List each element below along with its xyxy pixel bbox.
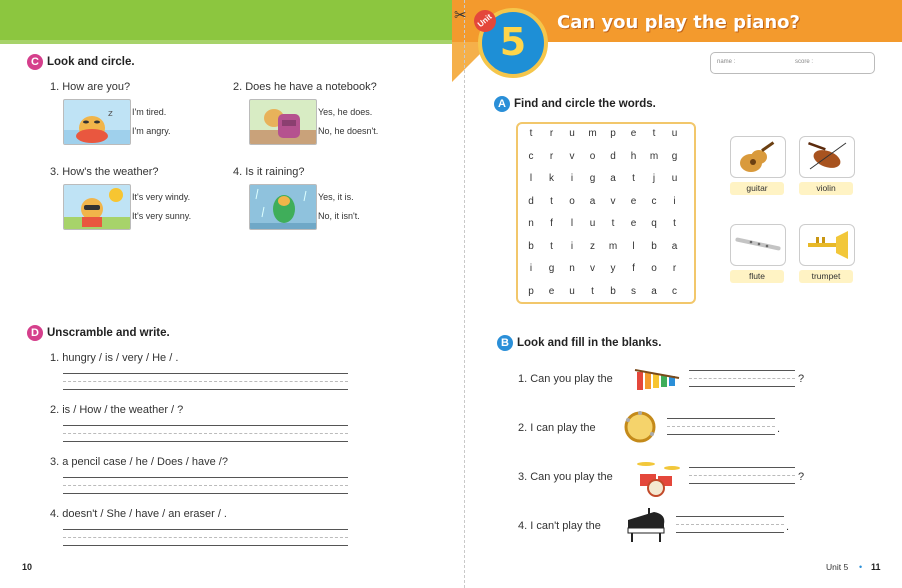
- question-1: 1. How are you?: [50, 81, 131, 93]
- section-b-heading: [497, 335, 661, 351]
- fill-item-3: 3. Can you play the: [518, 471, 613, 483]
- answer-line[interactable]: [63, 425, 348, 426]
- option-1b[interactable]: I'm angry.: [132, 126, 171, 136]
- grid-letter[interactable]: u: [671, 128, 678, 139]
- fill-item-3-end: ?: [798, 471, 805, 483]
- grid-letter[interactable]: n: [569, 263, 575, 274]
- word-search-grid[interactable]: [516, 122, 696, 304]
- option-2b[interactable]: No, he doesn't.: [318, 126, 379, 136]
- answer-line[interactable]: [63, 545, 348, 546]
- section-a-heading: [494, 96, 656, 112]
- unscramble-item-3: 3. a pencil case / he / Does / have /?: [50, 456, 228, 468]
- grid-letter[interactable]: e: [630, 218, 637, 229]
- fill-item-4: 4. I can't play the: [518, 520, 601, 532]
- grid-letter[interactable]: y: [610, 263, 616, 274]
- flute-label: flute: [730, 270, 784, 283]
- grid-letter[interactable]: l: [632, 240, 635, 252]
- grid-letter[interactable]: g: [671, 150, 678, 162]
- guide-line: [689, 378, 795, 379]
- page-spine: [464, 0, 466, 588]
- grid-letter[interactable]: t: [591, 285, 594, 297]
- section-c-heading: [27, 54, 135, 70]
- grid-letter[interactable]: h: [630, 150, 637, 162]
- grid-letter[interactable]: p: [528, 285, 534, 297]
- answer-line[interactable]: [63, 493, 348, 494]
- section-c-letter: C: [27, 54, 43, 70]
- fill-item-1-end: ?: [798, 373, 805, 385]
- grid-letter[interactable]: r: [549, 128, 554, 139]
- section-b-title: Look and fill in the blanks.: [517, 337, 662, 349]
- score-label: score :: [795, 59, 814, 65]
- fill-item-2: 2. I can play the: [518, 422, 596, 434]
- scissors-icon: ✂: [454, 7, 467, 24]
- violin-label: violin: [799, 182, 853, 195]
- grid-letter[interactable]: l: [529, 173, 533, 184]
- guide-line: [676, 524, 784, 525]
- answer-line[interactable]: [63, 529, 348, 530]
- blank-line[interactable]: [689, 370, 795, 371]
- guide-line: [689, 475, 795, 476]
- piano-icon: [624, 506, 668, 544]
- grid-letter[interactable]: o: [651, 263, 657, 274]
- grid-letter[interactable]: f: [632, 263, 635, 274]
- unscramble-item-2: 2. is / How / the weather / ?: [50, 404, 184, 416]
- option-2a[interactable]: Yes, he does.: [318, 107, 373, 117]
- guitar-label: guitar: [730, 182, 784, 195]
- blank-line[interactable]: [689, 483, 795, 484]
- tired-dog-image: [63, 99, 131, 145]
- drums-icon: [632, 458, 682, 498]
- option-3b[interactable]: It's very sunny.: [132, 211, 192, 221]
- unit-badge: [475, 8, 548, 78]
- grid-letter[interactable]: u: [671, 173, 678, 184]
- grid-letter[interactable]: m: [588, 128, 597, 139]
- option-1a[interactable]: I'm tired.: [132, 107, 167, 117]
- rain-image: [249, 184, 317, 230]
- answer-line[interactable]: [63, 389, 348, 390]
- grid-letter[interactable]: p: [610, 128, 616, 139]
- section-d-title: Unscramble and write.: [47, 327, 170, 339]
- question-4: 4. Is it raining?: [233, 166, 305, 178]
- grid-letter[interactable]: u: [589, 218, 596, 229]
- grid-letter[interactable]: e: [548, 285, 555, 297]
- option-4b[interactable]: No, it isn't.: [318, 211, 360, 221]
- grid-letter[interactable]: c: [528, 150, 534, 162]
- guitar-card: [730, 136, 786, 178]
- section-a-title: Find and circle the words.: [514, 98, 656, 110]
- sunny-dog-image: [63, 184, 131, 230]
- grid-letter[interactable]: e: [630, 128, 637, 139]
- grid-letter[interactable]: i: [673, 195, 676, 207]
- flute-icon: [731, 225, 785, 265]
- violin-icon: [800, 137, 854, 177]
- flute-card: [730, 224, 786, 266]
- guide-line: [63, 485, 348, 486]
- grid-letter[interactable]: i: [529, 263, 533, 274]
- grid-letter[interactable]: u: [569, 128, 575, 139]
- grid-letter[interactable]: c: [672, 285, 677, 297]
- grid-letter[interactable]: a: [610, 173, 616, 184]
- grid-letter[interactable]: t: [673, 218, 676, 229]
- guide-line: [63, 381, 348, 382]
- blank-line[interactable]: [667, 418, 775, 419]
- guide-line: [63, 537, 348, 538]
- grid-letter[interactable]: t: [550, 195, 553, 207]
- grid-letter[interactable]: v: [590, 263, 595, 274]
- section-a-letter: A: [494, 96, 510, 112]
- grid-letter[interactable]: n: [528, 218, 534, 229]
- answer-line[interactable]: [63, 477, 348, 478]
- grid-letter[interactable]: g: [589, 173, 596, 184]
- grid-letter[interactable]: t: [611, 218, 615, 229]
- section-d-heading: [27, 325, 170, 341]
- grid-letter[interactable]: c: [651, 195, 657, 207]
- grid-letter[interactable]: v: [569, 150, 575, 162]
- grid-letter[interactable]: s: [631, 285, 636, 297]
- grid-letter[interactable]: a: [651, 285, 657, 297]
- grid-letter[interactable]: d: [528, 195, 534, 207]
- xylophone-icon: [633, 362, 681, 396]
- blank-line[interactable]: [689, 386, 795, 387]
- page-number-right: 11: [871, 562, 881, 572]
- page-number-left: 10: [22, 562, 33, 572]
- grid-letter[interactable]: t: [632, 173, 635, 184]
- blank-line[interactable]: [676, 532, 784, 533]
- blank-line[interactable]: [676, 516, 784, 517]
- blank-line[interactable]: [667, 434, 775, 435]
- grid-letter[interactable]: b: [528, 240, 534, 252]
- option-4a[interactable]: Yes, it is.: [318, 192, 354, 202]
- left-header-bar: [0, 0, 452, 40]
- trumpet-icon: [800, 225, 854, 265]
- grid-letter[interactable]: b: [610, 285, 616, 297]
- grid-letter[interactable]: a: [671, 240, 678, 252]
- grid-letter[interactable]: o: [569, 195, 575, 207]
- grid-letter[interactable]: a: [589, 195, 596, 207]
- left-header-shade: [0, 40, 452, 44]
- name-score-box[interactable]: [710, 52, 875, 74]
- page-title: Can you play the piano?: [557, 12, 800, 33]
- grid-letter[interactable]: f: [550, 218, 553, 229]
- trumpet-label: trumpet: [799, 270, 853, 283]
- section-b-letter: B: [497, 335, 513, 351]
- bag-image: [249, 99, 317, 145]
- fill-item-2-end: .: [777, 423, 781, 435]
- answer-line[interactable]: [63, 441, 348, 442]
- footer-dot: •: [859, 562, 863, 572]
- unit-tag: Unit: [470, 6, 501, 37]
- violin-card: [799, 136, 855, 178]
- guitar-icon: [731, 137, 785, 177]
- grid-letter[interactable]: j: [652, 173, 656, 184]
- unit-number: 5: [499, 20, 527, 64]
- svg-text:z: z: [108, 109, 113, 119]
- unscramble-item-4: 4. doesn't / She / have / an eraser / .: [50, 508, 227, 520]
- grid-letter[interactable]: o: [589, 150, 596, 162]
- blank-line[interactable]: [689, 467, 795, 468]
- unscramble-item-1: 1. hungry / is / very / He / .: [50, 352, 179, 364]
- grid-letter[interactable]: g: [548, 263, 555, 274]
- question-3: 3. How's the weather?: [50, 166, 159, 178]
- guide-line: [63, 433, 348, 434]
- fill-item-4-end: .: [786, 521, 790, 533]
- section-c-title: Look and circle.: [47, 56, 135, 68]
- answer-line[interactable]: [63, 373, 348, 374]
- grid-letter[interactable]: m: [608, 240, 618, 252]
- grid-letter[interactable]: m: [649, 150, 659, 162]
- grid-letter[interactable]: t: [550, 240, 553, 252]
- section-d-letter: D: [27, 325, 43, 341]
- fill-item-1: 1. Can you play the: [518, 373, 613, 385]
- grid-letter[interactable]: v: [610, 195, 616, 207]
- grid-letter[interactable]: q: [651, 218, 657, 229]
- grid-letter[interactable]: z: [590, 240, 595, 252]
- question-2: 2. Does he have a notebook?: [233, 81, 377, 93]
- footer-unit: Unit 5: [826, 562, 849, 572]
- grid-letter[interactable]: d: [610, 150, 616, 162]
- option-3a[interactable]: It's very windy.: [132, 192, 191, 202]
- grid-letter[interactable]: t: [652, 128, 656, 139]
- name-label: name :: [717, 59, 736, 65]
- tambourine-icon: [622, 410, 658, 444]
- guide-line: [667, 426, 775, 427]
- grid-letter[interactable]: b: [651, 240, 657, 252]
- trumpet-card: [799, 224, 855, 266]
- grid-letter[interactable]: e: [630, 195, 637, 207]
- grid-letter[interactable]: l: [570, 218, 574, 229]
- grid-letter[interactable]: t: [529, 128, 533, 139]
- grid-letter[interactable]: i: [570, 173, 574, 184]
- grid-letter[interactable]: u: [569, 285, 575, 297]
- grid-letter[interactable]: k: [549, 173, 554, 184]
- grid-letter[interactable]: r: [549, 150, 554, 162]
- grid-letter[interactable]: i: [570, 240, 574, 252]
- grid-letter[interactable]: r: [672, 263, 677, 274]
